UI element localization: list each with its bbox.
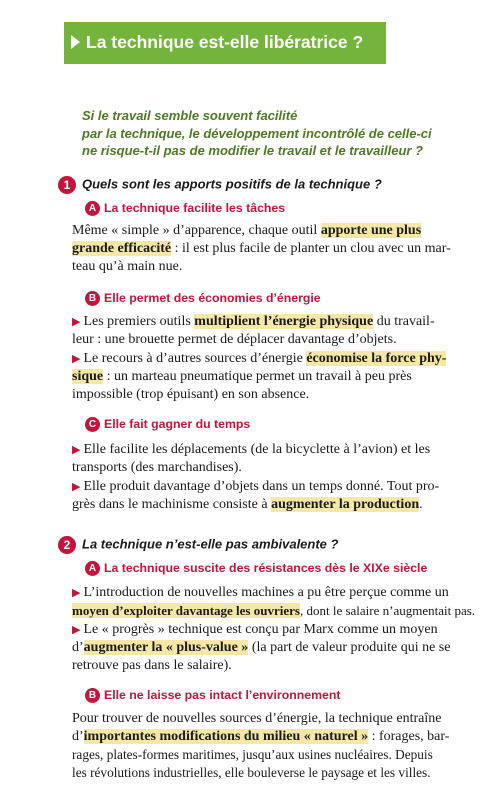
text-line: retrouve pas dans le salaire).	[72, 658, 232, 673]
text-run: (la part de valeur produite qui ne se	[248, 640, 451, 655]
text-run: L’introduction de nouvelles machines a pu être perçue comme un	[83, 585, 449, 600]
question-2-text: La technique n’est-elle pas ambivalente ?	[82, 536, 339, 552]
text-run: : forages, bar-	[368, 729, 450, 744]
page-title: La technique est-elle libératrice ?	[86, 32, 364, 52]
triangle-bullet-icon: ▶	[72, 444, 81, 456]
text-run: : un marteau pneumatique permet un travail à peu près	[103, 369, 412, 384]
highlight-text: augmenter la production	[271, 497, 420, 512]
paragraph-b1	[72, 313, 460, 349]
letter-badge-b: B	[85, 291, 100, 306]
number-badge-2: 2	[58, 536, 76, 554]
highlight-text: économise la force phy-	[306, 351, 447, 366]
section-c-title: Elle fait gagner du temps	[104, 417, 251, 431]
section-a2-title: La technique suscite des résistances dès le XIXe siècle	[104, 561, 428, 575]
text-line: les révolutions industrielles, elle bouleverse le paysage et les villes.	[72, 765, 431, 780]
highlight-text: sique	[72, 369, 104, 384]
highlight-text: multiplient l’énergie physique	[194, 314, 374, 329]
triangle-bullet-icon: ▶	[72, 316, 81, 328]
section-b2-title: Elle ne laisse pas intact l’environnement	[104, 688, 341, 702]
letter-badge-a: A	[85, 561, 100, 576]
paragraph-c1	[72, 441, 460, 477]
section-b-title: Elle permet des économies d’énergie	[104, 291, 321, 305]
text-line: Pour trouver de nouvelles sources d’énergie, la technique entraîne	[72, 711, 442, 726]
paragraph-b2-env	[72, 710, 460, 782]
text-run: Elle facilite les déplacements (de la bicyclette à l’avion) et les	[83, 442, 431, 457]
text-run: .	[419, 497, 423, 512]
text-line: teau qu’à main nue.	[72, 259, 183, 274]
intro-line: Si le travail semble souvent facilité	[82, 108, 298, 123]
question-1-text: Quels sont les apports positifs de la technique ?	[82, 176, 382, 192]
intro-line: par la technique, le développement incontrôlé de celle-ci	[82, 125, 432, 141]
text-run: Elle produit davantage d’objets dans un temps donné. Tout pro-	[83, 479, 440, 494]
triangle-bullet-icon: ▶	[72, 353, 81, 365]
text-line: transports (des marchandises).	[72, 460, 242, 475]
intro-text	[82, 107, 462, 160]
text-run: Les premiers outils	[83, 314, 195, 329]
text-run: Le recours à d’autres sources d’énergie	[83, 351, 307, 366]
question-2-heading	[58, 536, 338, 554]
text-run: du travail-	[373, 314, 435, 329]
highlight-text: grande efficacité	[72, 241, 172, 256]
text-run: , dont le salaire n’augmentait pas.	[299, 603, 476, 618]
paragraph-a	[72, 222, 460, 276]
letter-badge-c: C	[85, 417, 100, 432]
paragraph-a2-2	[72, 621, 460, 675]
section-c-heading	[85, 417, 250, 432]
title-banner	[64, 22, 386, 64]
highlight-text: moyen d’exploiter davantage les ouvriers	[72, 603, 300, 618]
text-line: impossible (trop épuisant) en son absence.	[72, 387, 310, 402]
highlight-text: apporte une plus	[320, 223, 422, 238]
triangle-bullet-icon: ▶	[72, 481, 81, 493]
text-run: : il est plus facile de planter un clou avec un mar-	[171, 241, 451, 256]
paragraph-c2	[72, 478, 460, 514]
section-b-heading	[85, 291, 321, 306]
section-a-heading	[85, 201, 285, 216]
paragraph-a2-1	[72, 584, 476, 620]
chevron-right-icon	[71, 35, 80, 49]
letter-badge-a: A	[85, 201, 100, 216]
text-line: rages, plates-formes maritimes, jusqu’aux usines nucléaires. Depuis	[72, 747, 433, 762]
section-a-title: La technique facilite les tâches	[104, 201, 286, 215]
triangle-bullet-icon: ▶	[72, 624, 81, 636]
triangle-bullet-icon: ▶	[72, 587, 81, 599]
text-run: d’	[72, 729, 84, 744]
question-1-heading	[58, 176, 382, 194]
text-run: Même « simple » d’apparence, chaque outil	[72, 223, 321, 238]
highlight-text: augmenter la « plus-value »	[83, 640, 249, 655]
paragraph-b2	[72, 350, 460, 404]
number-badge-1: 1	[58, 176, 76, 194]
text-run: d’	[72, 640, 84, 655]
intro-line: ne risque-t-il pas de modifier le travail et le travailleur ?	[82, 143, 423, 158]
text-line: leur : une brouette permet de déplacer davantage d’objets.	[72, 332, 397, 347]
highlight-text: importantes modifications du milieu « naturel »	[83, 729, 369, 744]
letter-badge-b: B	[85, 688, 100, 703]
text-run: grès dans le machinisme consiste à	[72, 497, 272, 512]
text-run: Le « progrès » technique est conçu par Marx comme un moyen	[83, 622, 438, 637]
section-b2-heading	[85, 688, 340, 703]
section-a2-heading	[85, 561, 427, 576]
